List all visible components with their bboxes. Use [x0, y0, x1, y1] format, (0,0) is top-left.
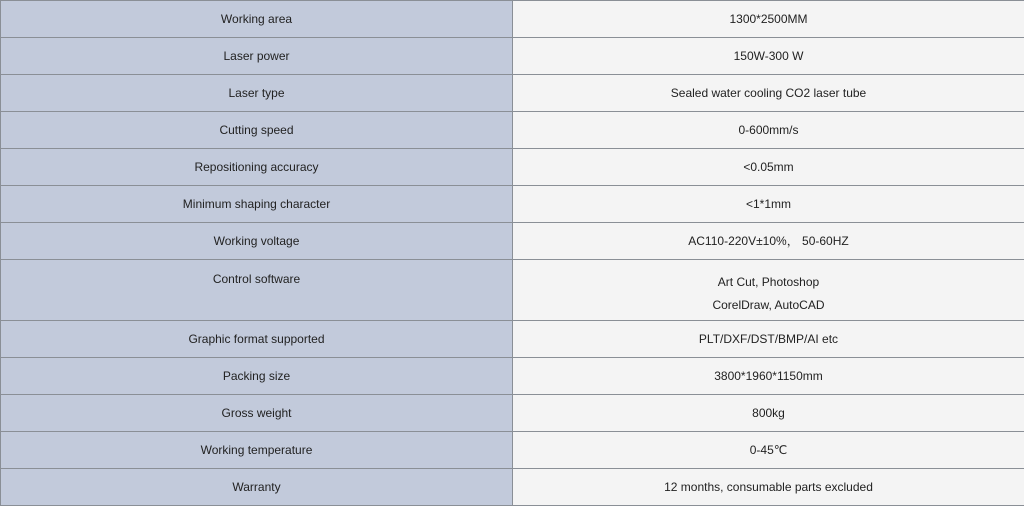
spec-label: Working area: [1, 1, 513, 38]
spec-value: 0-45℃: [513, 432, 1024, 469]
spec-label: Laser type: [1, 75, 513, 112]
table-row: [1, 469, 1024, 506]
spec-label: Control software: [1, 260, 513, 321]
spec-value: 3800*1960*1150mm: [513, 358, 1024, 395]
spec-value-line: CorelDraw, AutoCAD: [712, 298, 825, 312]
spec-value-line: Art Cut, Photoshop: [717, 275, 820, 289]
spec-value: 1300*2500MM: [513, 1, 1024, 38]
spec-label: Working temperature: [1, 432, 513, 469]
table-row: [1, 38, 1024, 75]
table-row: [1, 186, 1024, 223]
table-row: [1, 112, 1024, 149]
table-row: [1, 223, 1024, 260]
table-row: [1, 321, 1024, 358]
spec-label: Packing size: [1, 358, 513, 395]
spec-value: <0.05mm: [513, 149, 1024, 186]
spec-label: Graphic format supported: [1, 321, 513, 358]
spec-label: Gross weight: [1, 395, 513, 432]
table-row: [1, 260, 1024, 321]
spec-label: Laser power: [1, 38, 513, 75]
spec-value: 0-600mm/s: [513, 112, 1024, 149]
table-row: [1, 358, 1024, 395]
spec-value: 800kg: [513, 395, 1024, 432]
table-row: [1, 395, 1024, 432]
spec-value: AC110-220V±10%， 50-60HZ: [513, 223, 1024, 260]
spec-label: Repositioning accuracy: [1, 149, 513, 186]
spec-value: [513, 260, 1024, 321]
spec-value: <1*1mm: [513, 186, 1024, 223]
spec-label: Warranty: [1, 469, 513, 506]
spec-label: Cutting speed: [1, 112, 513, 149]
spec-value: PLT/DXF/DST/BMP/AI etc: [513, 321, 1024, 358]
spec-label: Working voltage: [1, 223, 513, 260]
spec-value: 12 months, consumable parts excluded: [513, 469, 1024, 506]
table-row: [1, 432, 1024, 469]
spec-value: Sealed water cooling CO2 laser tube: [513, 75, 1024, 112]
table-row: [1, 149, 1024, 186]
table-row: [1, 75, 1024, 112]
spec-value: 150W-300 W: [513, 38, 1024, 75]
spec-label: Minimum shaping character: [1, 186, 513, 223]
table-row: [1, 1, 1024, 38]
